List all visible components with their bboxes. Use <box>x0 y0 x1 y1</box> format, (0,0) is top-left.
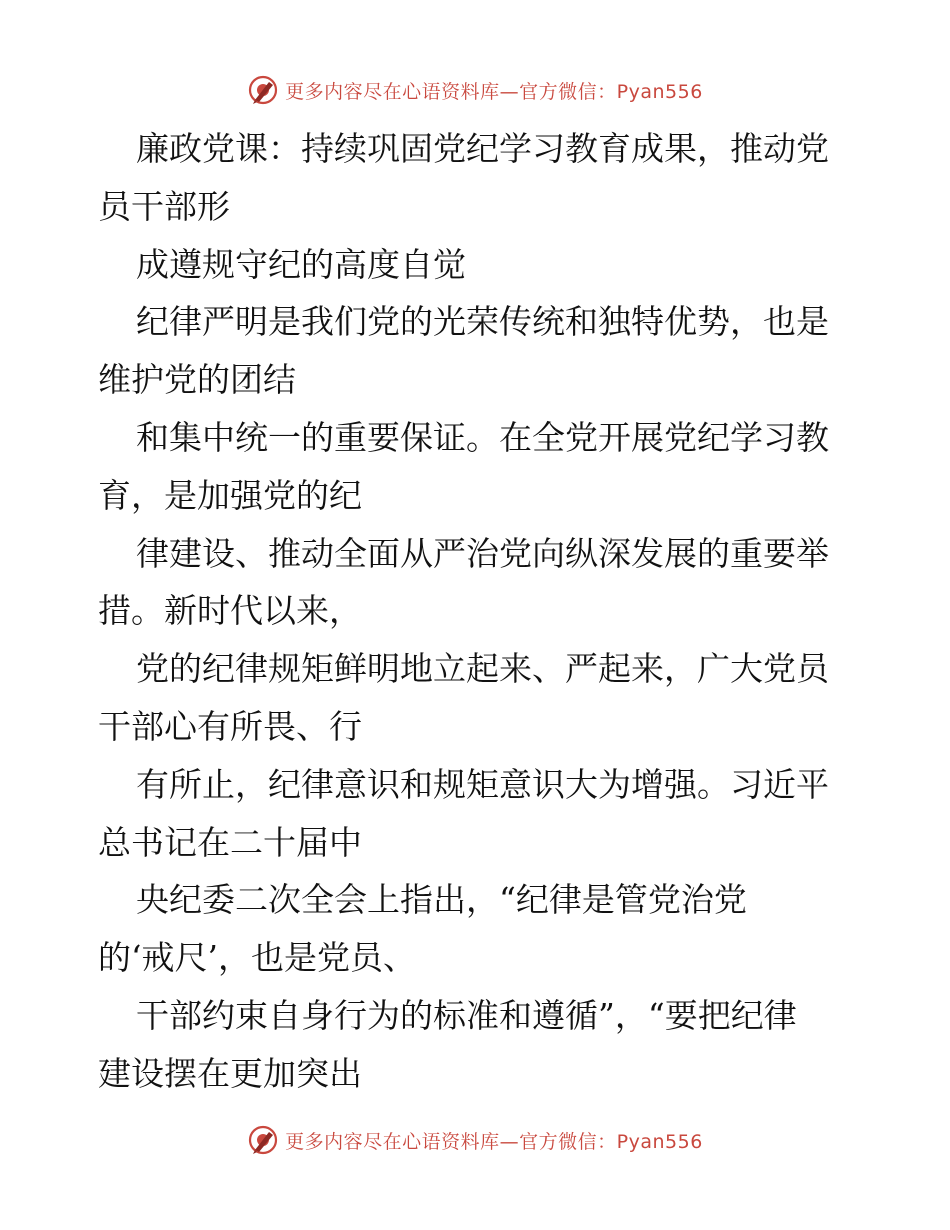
document-line: 建设摆在更加突出 <box>98 1053 362 1093</box>
document-line: 律建设、推动全面从严治党向纵深发展的重要举 <box>136 533 829 573</box>
document-line: 维护党的团结 <box>98 360 296 400</box>
document-line: 员干部形 <box>98 186 230 226</box>
document-line: 成遵规守纪的高度自觉 <box>136 244 466 284</box>
pen-logo-icon <box>247 1124 279 1156</box>
document-line: 有所止，纪律意识和规矩意识大为增强。习近平 <box>136 764 829 804</box>
document-line: 党的纪律规矩鲜明地立起来、严起来，广大党员 <box>136 649 829 689</box>
pen-logo-icon <box>247 74 279 106</box>
document-line: 和集中统一的重要保证。在全党开展党纪学习教 <box>136 417 829 457</box>
document-line: 干部心有所畏、行 <box>98 706 362 746</box>
document-body <box>98 120 858 1103</box>
document-line: 纪律严明是我们党的光荣传统和独特优势，也是 <box>136 302 829 342</box>
document-line: 的‘戒尺’，也是党员、 <box>98 938 416 978</box>
document-line: 央纪委二次全会上指出，“纪律是管党治党 <box>136 880 747 920</box>
footer-banner <box>0 1120 950 1160</box>
document-line: 措。新时代以来， <box>98 591 362 631</box>
header-banner <box>0 70 950 110</box>
document-line: 干部约束自身行为的标准和遵循”，“要把纪律 <box>136 995 797 1035</box>
header-banner-text: 更多内容尽在心语资料库—官方微信：Pyan556 <box>285 80 703 103</box>
footer-banner-text: 更多内容尽在心语资料库—官方微信：Pyan556 <box>285 1130 703 1153</box>
document-line: 总书记在二十届中 <box>98 822 362 862</box>
document-line: 育，是加强党的纪 <box>98 475 362 515</box>
document-line: 廉政党课：持续巩固党纪学习教育成果，推动党 <box>136 129 829 168</box>
